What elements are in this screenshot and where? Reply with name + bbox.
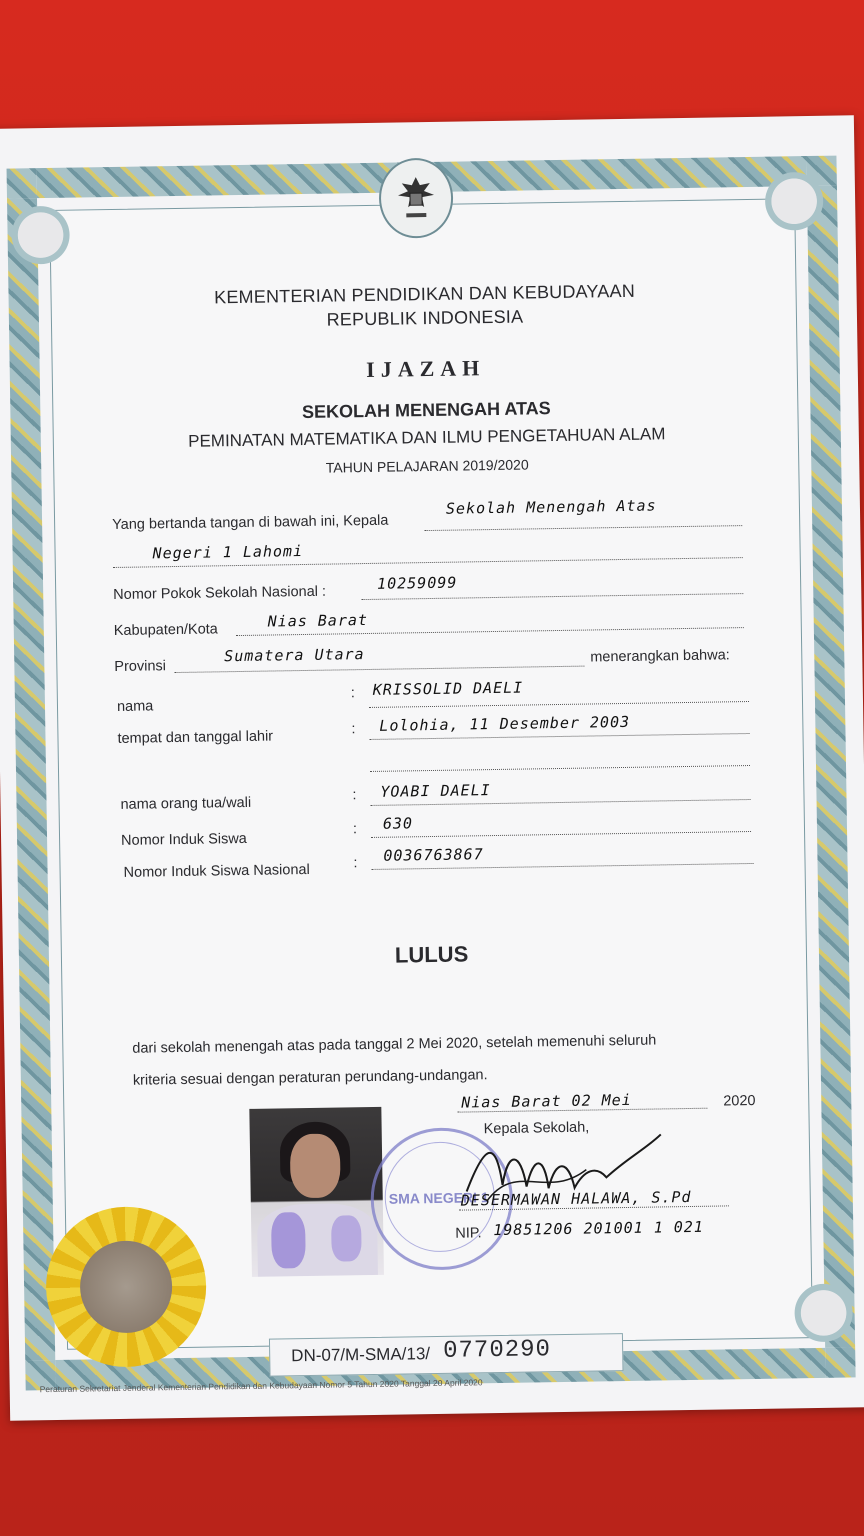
dotted-line	[361, 593, 743, 600]
school-level-heading: SEKOLAH MENENGAH ATAS	[301, 398, 551, 422]
result-text-line2: kriteria sesuai dengan peraturan perundang-undangan.	[132, 1067, 488, 1089]
provinsi-label: Provinsi	[114, 658, 167, 675]
nis-label: Nomor Induk Siswa	[120, 830, 247, 849]
dotted-line	[371, 831, 751, 838]
dotted-line	[370, 765, 750, 772]
nip-label: NIP.	[455, 1225, 482, 1242]
student-photo	[249, 1107, 384, 1277]
ministry-heading: KEMENTERIAN PENDIDIKAN DAN KEBUDAYAAN	[214, 280, 636, 308]
nisn-value: 0036763867	[383, 845, 484, 865]
result-text-line1: dari sekolah menengah atas pada tanggal 2 Mei 2020, setelah memenuhi seluruh	[132, 1032, 657, 1057]
certificate-paper	[0, 115, 864, 1420]
serial-prefix: DN-07/M-SMA/13/	[291, 1344, 431, 1366]
program-heading: PEMINATAN MATEMATIKA DAN ILMU PENGETAHUAN ALAM	[188, 424, 666, 451]
colon: :	[351, 721, 356, 738]
school-name-line2: Negeri 1 Lahomi	[152, 541, 304, 563]
npsn-label: Nomor Pokok Sekolah Nasional :	[113, 583, 327, 603]
school-name-line1: Sekolah Menengah Atas	[445, 496, 657, 518]
nip-value: 19851206 201001 1 021	[493, 1217, 705, 1240]
ortu-label: nama orang tua/wali	[120, 794, 252, 813]
document-title: IJAZAH	[365, 355, 486, 382]
dotted-line	[424, 525, 742, 531]
kabupaten-label: Kabupaten/Kota	[113, 621, 218, 639]
school-year: TAHUN PELAJARAN 2019/2020	[325, 456, 529, 476]
kabupaten-value: Nias Barat	[267, 610, 369, 631]
signer-role: Kepala Sekolah,	[483, 1119, 590, 1138]
nis-value: 630	[382, 814, 414, 833]
serial-number: 0770290	[442, 1336, 552, 1365]
dotted-line	[369, 701, 749, 708]
graduation-status: LULUS	[394, 941, 469, 968]
colon: :	[350, 685, 355, 702]
republic-heading: REPUBLIK INDONESIA	[326, 306, 524, 330]
ttl-label: tempat dan tanggal lahir	[117, 728, 274, 747]
signature-year: 2020	[723, 1092, 756, 1110]
ortu-value: YOABI DAELI	[380, 781, 491, 801]
nama-label: nama	[116, 698, 154, 715]
nisn-label: Nomor Induk Siswa Nasional	[123, 861, 310, 881]
dotted-line	[174, 666, 584, 673]
nama-value: KRISSOLID DAELI	[372, 678, 524, 699]
colon: :	[353, 855, 358, 872]
place-date: Nias Barat 02 Mei	[461, 1090, 632, 1112]
stamp-text: SMA NEGERI 1	[388, 1189, 489, 1207]
signer-label: Yang bertanda tangan di bawah ini, Kepala	[112, 512, 389, 533]
provinsi-value: Sumatera Utara	[224, 645, 365, 666]
regulation-footer: Peraturan Sekretariat Jenderal Kementerian Pendidikan dan Kebudayaan Nomor 5 Tahun 2020 Tanggal 20 April 2020	[39, 1377, 483, 1395]
certificate-content	[0, 115, 864, 1420]
colon: :	[352, 821, 358, 838]
signer-name: DESERMAWAN HALAWA, S.Pd	[460, 1187, 692, 1210]
colon: :	[352, 787, 357, 804]
npsn-value: 10259099	[376, 573, 458, 593]
ttl-value: Lolohia, 11 Desember 2003	[379, 712, 631, 735]
menerangkan-text: menerangkan bahwa:	[590, 647, 730, 666]
